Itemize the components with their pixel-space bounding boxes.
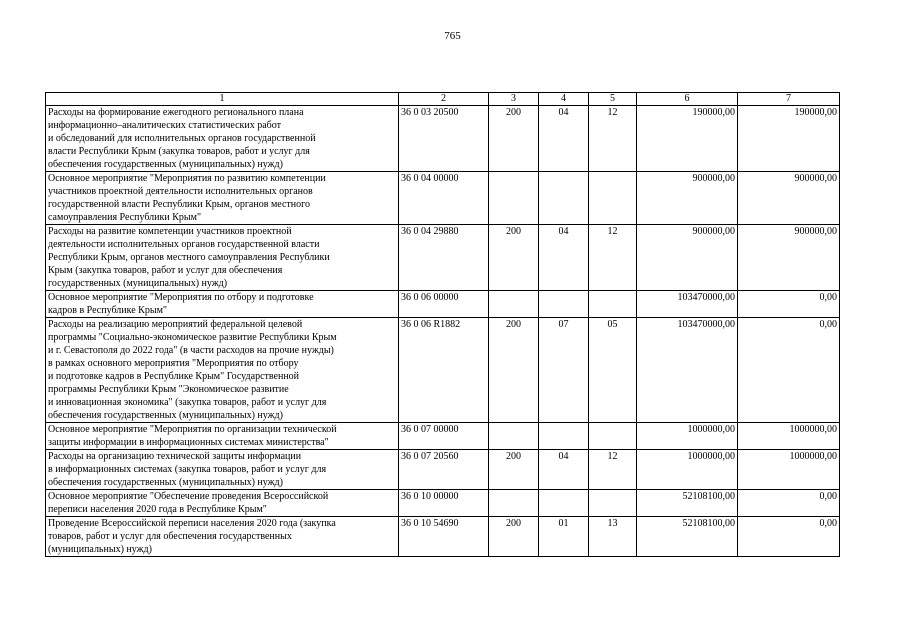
table-row — [46, 106, 840, 172]
amount-col6: 103470000,00 — [637, 291, 738, 318]
budget-code: 36 0 03 20500 — [399, 106, 489, 172]
subsection-code: 12 — [589, 225, 637, 291]
description-line: Расходы на развитие компетенции участников проектной — [48, 226, 292, 237]
amount-col6: 52108100,00 — [637, 490, 738, 517]
subsection-code — [589, 423, 637, 450]
description-line: Основное мероприятие "Мероприятия по развитию компетенции — [48, 173, 326, 184]
subsection-code — [589, 490, 637, 517]
description-line: в информационных системах (закупка товаров, работ и услуг для — [48, 464, 327, 475]
subsection-code: 12 — [589, 106, 637, 172]
section-code: 01 — [539, 517, 589, 557]
expense-description — [46, 517, 399, 557]
description-line: Основное мероприятие "Мероприятия по организации технической — [48, 424, 337, 435]
amount-col7: 0,00 — [738, 490, 840, 517]
amount-col6: 1000000,00 — [637, 423, 738, 450]
subsection-code: 13 — [589, 517, 637, 557]
table-row — [46, 423, 840, 450]
section-code — [539, 423, 589, 450]
budget-code: 36 0 04 29880 — [399, 225, 489, 291]
column-header: 7 — [738, 93, 840, 106]
description-line: кадров в Республике Крым" — [48, 305, 167, 316]
expense-type-code: 200 — [489, 318, 539, 423]
description-line: обеспечения государственных (муниципальных) нужд) — [48, 159, 283, 170]
expense-description — [46, 423, 399, 450]
description-line: Расходы на организацию технической защиты информации — [48, 451, 302, 462]
amount-col7: 1000000,00 — [738, 450, 840, 490]
description-line: в рамках основного мероприятия "Мероприятия по отбору — [48, 358, 299, 369]
budget-code: 36 0 10 00000 — [399, 490, 489, 517]
subsection-code — [589, 172, 637, 225]
description-line: самоуправления Республики Крым" — [48, 212, 202, 223]
expense-type-code: 200 — [489, 517, 539, 557]
description-line: и г. Севастополя до 2022 года" (в части расходов на прочие нужды) — [48, 345, 334, 356]
description-line: государственной власти Республики Крым, органов местного — [48, 199, 310, 210]
expense-description — [46, 291, 399, 318]
section-code: 04 — [539, 106, 589, 172]
table-body — [46, 93, 840, 557]
table-row — [46, 450, 840, 490]
table-row — [46, 318, 840, 423]
amount-col7: 0,00 — [738, 517, 840, 557]
budget-code: 36 0 06 R1882 — [399, 318, 489, 423]
page-number: 765 — [444, 30, 461, 42]
table-row — [46, 490, 840, 517]
budget-code: 36 0 04 00000 — [399, 172, 489, 225]
expense-description — [46, 172, 399, 225]
subsection-code — [589, 291, 637, 318]
amount-col6: 900000,00 — [637, 172, 738, 225]
expense-description — [46, 450, 399, 490]
column-header: 3 — [489, 93, 539, 106]
description-line: информационно–аналитических статистических работ — [48, 120, 282, 131]
expense-type-code — [489, 423, 539, 450]
description-line: Республики Крым, органов местного самоуправления Республики — [48, 252, 330, 263]
column-header: 6 — [637, 93, 738, 106]
description-line: Расходы на формирование ежегодного регионального плана — [48, 107, 304, 118]
expense-description — [46, 225, 399, 291]
amount-col7: 0,00 — [738, 291, 840, 318]
description-line: Основное мероприятие "Обеспечение проведения Всероссийской — [48, 491, 329, 502]
expense-type-code — [489, 490, 539, 517]
description-line: программы "Социально-экономическое развитие Республики Крым — [48, 332, 337, 343]
section-code — [539, 490, 589, 517]
budget-code: 36 0 10 54690 — [399, 517, 489, 557]
description-line: государственных (муниципальных) нужд) — [48, 278, 228, 289]
expense-type-code: 200 — [489, 106, 539, 172]
section-code: 04 — [539, 450, 589, 490]
expense-description — [46, 106, 399, 172]
expense-description — [46, 318, 399, 423]
description-line: Крым (закупка товаров, работ и услуг для обеспечения — [48, 265, 283, 276]
amount-col7: 900000,00 — [738, 225, 840, 291]
description-line: (муниципальных) нужд) — [48, 544, 152, 555]
budget-code: 36 0 06 00000 — [399, 291, 489, 318]
table-row — [46, 172, 840, 225]
description-line: деятельности исполнительных органов государственной власти — [48, 239, 320, 250]
column-header: 2 — [399, 93, 489, 106]
amount-col6: 52108100,00 — [637, 517, 738, 557]
column-header: 4 — [539, 93, 589, 106]
amount-col7: 190000,00 — [738, 106, 840, 172]
section-code: 04 — [539, 225, 589, 291]
description-line: обеспечения государственных (муниципальных) нужд) — [48, 477, 283, 488]
budget-code: 36 0 07 00000 — [399, 423, 489, 450]
header-row — [46, 93, 840, 106]
expense-type-code: 200 — [489, 450, 539, 490]
budget-code: 36 0 07 20560 — [399, 450, 489, 490]
description-line: власти Республики Крым (закупка товаров, работ и услуг для — [48, 146, 310, 157]
table-row — [46, 291, 840, 318]
amount-col6: 900000,00 — [637, 225, 738, 291]
amount-col6: 103470000,00 — [637, 318, 738, 423]
expense-type-code: 200 — [489, 225, 539, 291]
amount-col7: 900000,00 — [738, 172, 840, 225]
description-line: Проведение Всероссийской переписи населения 2020 года (закупка — [48, 518, 336, 529]
table-row — [46, 517, 840, 557]
description-line: обеспечения государственных (муниципальных) нужд) — [48, 410, 283, 421]
subsection-code: 05 — [589, 318, 637, 423]
expense-description — [46, 490, 399, 517]
description-line: и инновационная экономика" (закупка товаров, работ и услуг для — [48, 397, 327, 408]
budget-table — [45, 92, 840, 557]
amount-col6: 190000,00 — [637, 106, 738, 172]
description-line: участников проектной деятельности исполнительных органов — [48, 186, 313, 197]
description-line: Основное мероприятие "Мероприятия по отбору и подготовке — [48, 292, 314, 303]
expense-type-code — [489, 172, 539, 225]
amount-col7: 0,00 — [738, 318, 840, 423]
description-line: переписи населения 2020 года в Республике Крым" — [48, 504, 267, 515]
column-header: 5 — [589, 93, 637, 106]
expense-type-code — [489, 291, 539, 318]
subsection-code: 12 — [589, 450, 637, 490]
table-row — [46, 225, 840, 291]
description-line: и подготовке кадров в Республике Крым" Государственной — [48, 371, 300, 382]
section-code — [539, 291, 589, 318]
description-line: Расходы на реализацию мероприятий федеральной целевой — [48, 319, 303, 330]
column-header: 1 — [46, 93, 399, 106]
amount-col7: 1000000,00 — [738, 423, 840, 450]
amount-col6: 1000000,00 — [637, 450, 738, 490]
description-line: защиты информации в информационных системах министерства" — [48, 437, 329, 448]
description-line: товаров, работ и услуг для обеспечения государственных — [48, 531, 292, 542]
description-line: и обследований для исполнительных органов государственной — [48, 133, 316, 144]
section-code — [539, 172, 589, 225]
section-code: 07 — [539, 318, 589, 423]
description-line: программы Республики Крым "Экономическое развитие — [48, 384, 289, 395]
